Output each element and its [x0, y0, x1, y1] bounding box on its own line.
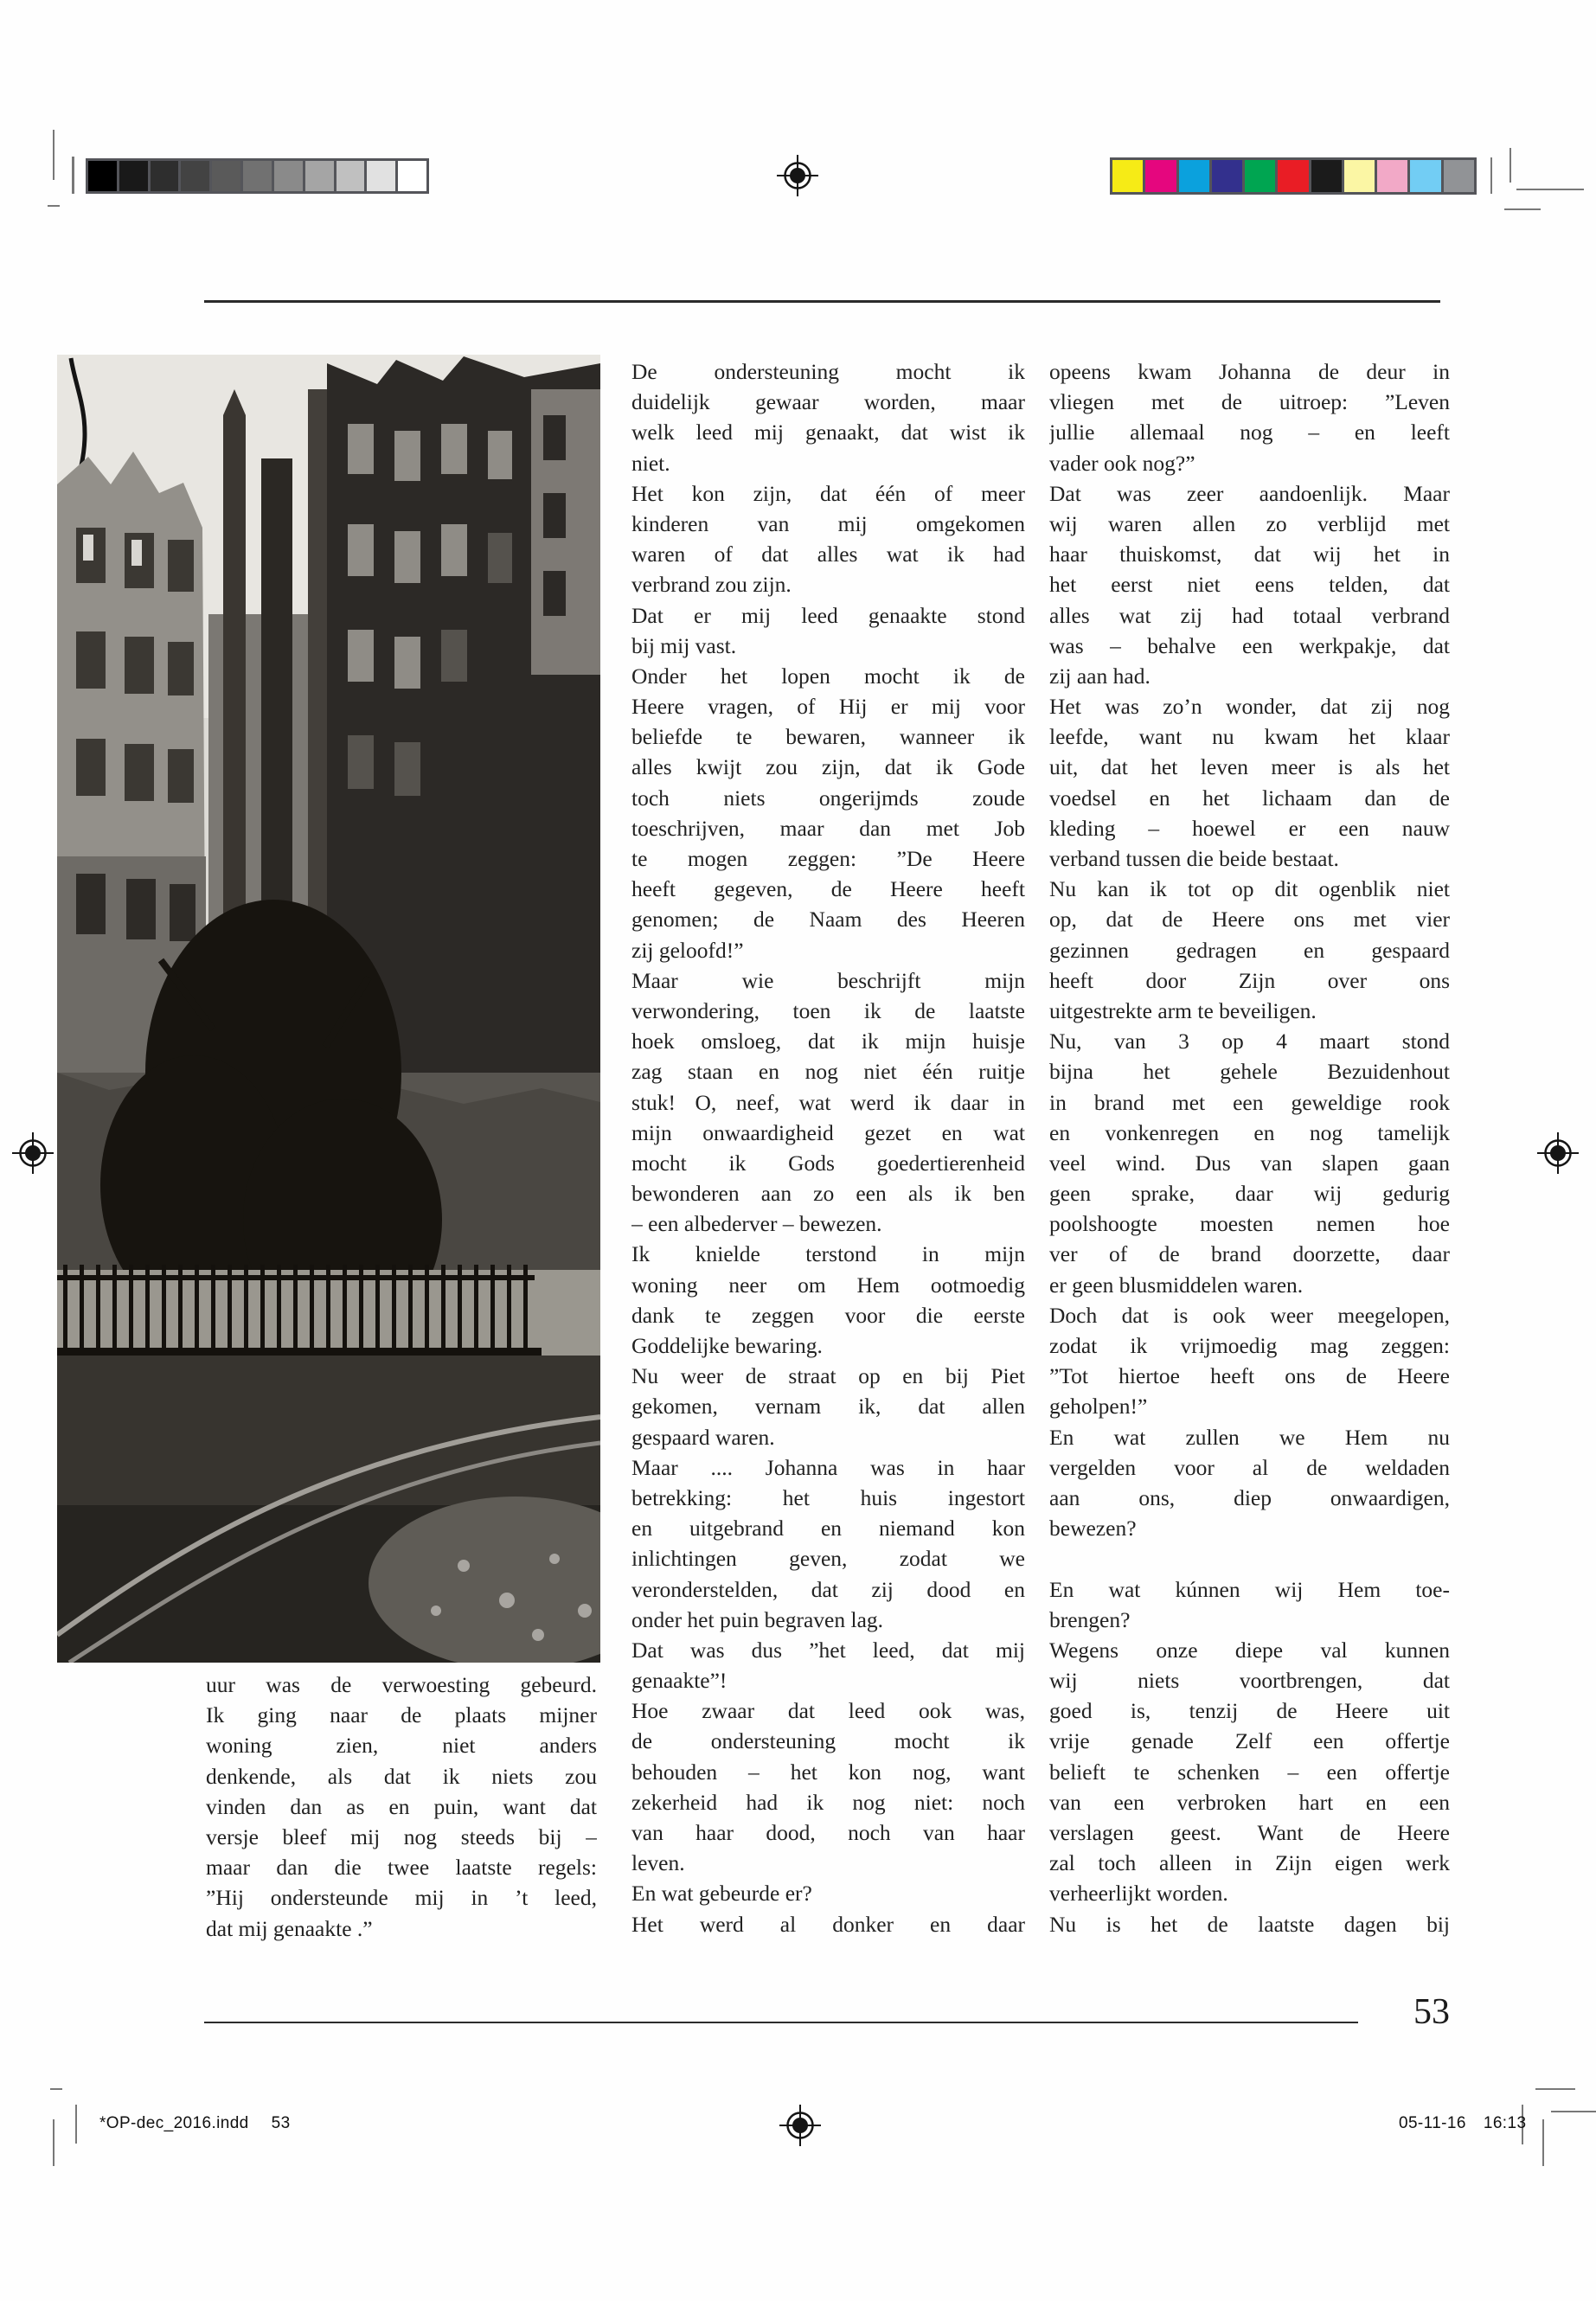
text-line: zekerheid had ik nog niet: noch: [631, 1789, 1025, 1815]
text-line: het eerst niet eens telden, dat: [1049, 572, 1450, 598]
text-line: en uitgebrand en niemand kon: [631, 1516, 1025, 1541]
crop-mark: [1535, 2088, 1575, 2090]
crop-mark: [1509, 148, 1511, 183]
grayscale-calibration-bar: [86, 158, 429, 194]
text-line: mocht ik Gods goedertierenheid: [631, 1150, 1025, 1176]
ruins-photo: [57, 355, 600, 1663]
text-line: hoek omsloeg, dat ik mijn huisje: [631, 1029, 1025, 1054]
text-line: maar dan die twee laatste regels:: [206, 1855, 597, 1881]
text-line: kleding – hoewel er een nauw: [1049, 815, 1450, 841]
text-line: zodat ik vrijmoedig mag zeggen:: [1049, 1333, 1450, 1358]
text-line: leefde, want nu kwam het klaar: [1049, 724, 1450, 750]
text-line: uur was de verwoesting gebeurd.: [206, 1672, 597, 1697]
header-rule: [204, 300, 1440, 303]
text-line: wij waren allen zo verblijd met: [1049, 510, 1450, 536]
text-line: brengen?: [1049, 1606, 1131, 1632]
text-line: voedsel en het lichaam dan de: [1049, 785, 1450, 811]
text-line: ”Tot hiertoe heeft ons de Heere: [1049, 1363, 1450, 1389]
calibration-swatch: [337, 161, 365, 191]
text-line: ”Hij ondersteunde mij in ’t leed,: [206, 1885, 597, 1911]
text-line: goed is, tenzij de Heere uit: [1049, 1698, 1450, 1724]
text-line: versje bleef mij nog steeds bij –: [206, 1823, 597, 1849]
text-line: verband tussen die beide bestaat.: [1049, 846, 1339, 871]
text-line: betrekking: het huis ingestort: [631, 1484, 1025, 1510]
text-line: bijna het gehele Bezuidenhout: [1049, 1059, 1450, 1085]
calibration-swatch: [151, 161, 179, 191]
crop-mark: [75, 2105, 77, 2144]
footer-time: 16:13: [1483, 2114, 1527, 2132]
text-line: alles kwijt zou zijn, dat ik Gode: [631, 754, 1025, 780]
calibration-swatch: [1278, 160, 1308, 192]
text-line: welk leed mij genaakt, dat wist ik: [631, 420, 1025, 445]
text-line: De ondersteuning mocht ik: [631, 359, 1025, 384]
text-line: toeschrijven, maar dan met Job: [631, 815, 1025, 841]
text-line: dat mij genaakte .”: [206, 1915, 373, 1941]
text-line: Goddelijke bewaring.: [631, 1333, 823, 1358]
text-line: vrije genade Zelf een offertje: [1049, 1728, 1450, 1754]
text-line: Hoe zwaar dat leed ook was,: [631, 1698, 1025, 1724]
text-line: opeens kwam Johanna de deur in: [1049, 359, 1450, 384]
calibration-swatch: [1212, 160, 1242, 192]
calibration-swatch: [119, 161, 148, 191]
calibration-swatch: [1112, 160, 1143, 192]
text-line: haar thuiskomst, dat wij het in: [1049, 542, 1450, 567]
text-line: uitgestrekte arm te beveiligen.: [1049, 997, 1317, 1023]
text-line: verwondering, toen ik de laatste: [631, 997, 1025, 1023]
text-line: leven.: [631, 1850, 685, 1876]
text-line: Wegens onze diepe val kunnen: [1049, 1637, 1450, 1663]
text-line: ver of de brand doorzette, daar: [1049, 1241, 1450, 1267]
calibration-swatch: [398, 161, 426, 191]
text-line: Heere vragen, of Hij er mij voor: [631, 694, 1025, 720]
calibration-swatch: [367, 161, 395, 191]
crop-mark: [1551, 2111, 1596, 2112]
text-line: Dat was zeer aandoenlijk. Maar: [1049, 480, 1450, 506]
text-line: waren of dat alles wat ik had: [631, 542, 1025, 567]
text-line: woning neer om Hem ootmoedig: [631, 1272, 1025, 1298]
text-line: geen sprake, daar wij gedurig: [1049, 1181, 1450, 1207]
iron-fence: [57, 1265, 542, 1358]
text-line: kinderen van mij omgekomen: [631, 510, 1025, 536]
crop-mark: [50, 2088, 62, 2090]
text-line: En wat zullen we Hem nu: [1049, 1424, 1450, 1450]
text-line: van haar dood, noch van haar: [631, 1820, 1025, 1845]
text-line: Maar wie beschrijft mijn: [631, 967, 1025, 993]
calibration-swatch: [1179, 160, 1209, 192]
text-line: de ondersteuning mocht ik: [631, 1728, 1025, 1754]
crop-mark: [53, 130, 54, 180]
registration-mark-left: [11, 1131, 54, 1175]
text-line: jullie allemaal nog – en leeft: [1049, 420, 1450, 445]
text-line: verheerlijkt worden.: [1049, 1881, 1228, 1907]
text-line: Nu kan ik tot op dit ogenblik niet: [1049, 876, 1450, 902]
text-line: Dat was dus ”het leed, dat mij: [631, 1637, 1025, 1663]
footer-rule: [204, 2022, 1358, 2023]
calibration-swatch: [88, 161, 117, 191]
text-line: behouden – het kon nog, want: [631, 1759, 1025, 1785]
text-line: heeft gegeven, de Heere heeft: [631, 876, 1025, 902]
text-line: bewonderen aan zo een als ik ben: [631, 1181, 1025, 1207]
text-line: veronderstelden, dat zij dood en: [631, 1576, 1025, 1602]
registration-mark-right: [1536, 1131, 1580, 1175]
text-line: Nu, van 3 op 4 maart stond: [1049, 1029, 1450, 1054]
crop-mark: [1542, 2119, 1544, 2166]
text-line: denkende, als dat ik niets zou: [206, 1763, 597, 1789]
text-line: woning zien, niet anders: [206, 1733, 597, 1759]
text-line: was – behalve een werkpakje, dat: [1049, 632, 1450, 658]
footer-file-info: [99, 2114, 291, 2133]
text-line: vader ook nog?”: [1049, 450, 1195, 476]
calibration-swatch: [212, 161, 240, 191]
text-line: gespaard waren.: [631, 1424, 775, 1450]
calibration-swatch: [305, 161, 334, 191]
text-line: vinden dan as en puin, want dat: [206, 1793, 597, 1819]
text-line: genomen; de Naam des Heeren: [631, 907, 1025, 933]
crop-mark: [53, 2119, 54, 2166]
text-column-middle: [631, 356, 1025, 1939]
text-line: vliegen met de uitroep: ”Leven: [1049, 389, 1450, 415]
text-line: heeft door Zijn over ons: [1049, 967, 1450, 993]
text-column-right: [1049, 356, 1450, 1939]
crop-mark: [1504, 208, 1541, 210]
text-line: aan ons, diep onwaardigen,: [1049, 1484, 1450, 1510]
text-line: zij geloofd!”: [631, 937, 744, 963]
crop-mark: [72, 157, 74, 194]
text-line: Onder het lopen mocht ik de: [631, 663, 1025, 689]
registration-mark-top: [776, 154, 819, 197]
text-line: en vonkenregen en nog tamelijk: [1049, 1119, 1450, 1145]
text-line: Het werd al donker en daar: [631, 1911, 1025, 1937]
text-line: Nu weer de straat op en bij Piet: [631, 1363, 1025, 1389]
calibration-swatch: [1410, 160, 1440, 192]
text-line: op, dat de Heere ons met vier: [1049, 907, 1450, 933]
calibration-swatch: [181, 161, 209, 191]
text-line: te mogen zeggen: ”De Heere: [631, 846, 1025, 871]
text-line: poolshoogte moesten nemen hoe: [1049, 1211, 1450, 1237]
text-line: duidelijk gewaar worden, maar: [631, 389, 1025, 415]
text-line: En wat gebeurde er?: [631, 1881, 812, 1907]
text-line: vergelden voor al de weldaden: [1049, 1454, 1450, 1480]
calibration-swatch: [1377, 160, 1407, 192]
text-line: – een albederver – bewezen.: [631, 1211, 882, 1237]
text-column-left: [206, 1670, 597, 1944]
text-line: verslagen geest. Want de Heere: [1049, 1820, 1450, 1845]
calibration-swatch: [1145, 160, 1176, 192]
text-line: belieft te schenken – een offertje: [1049, 1759, 1450, 1785]
text-line: bij mij vast.: [631, 632, 737, 658]
text-line: alles wat zij had totaal verbrand: [1049, 602, 1450, 628]
text-line: Doch dat is ook weer meegelopen,: [1049, 1302, 1450, 1328]
text-line: niet.: [631, 450, 670, 476]
calibration-swatch: [1311, 160, 1342, 192]
color-calibration-bar: [1110, 157, 1477, 195]
text-line: zal toch alleen in Zijn eigen werk: [1049, 1850, 1450, 1876]
page-number: 53: [1413, 1992, 1450, 2032]
footer-file-page: 53: [271, 2114, 291, 2132]
text-line: beliefde te bewaren, wanneer ik: [631, 724, 1025, 750]
calibration-swatch: [243, 161, 272, 191]
registration-mark-bottom: [779, 2104, 822, 2147]
text-line: stuk! O, neef, wat werd ik daar in: [631, 1089, 1025, 1115]
text-line: Ik ging naar de plaats mijner: [206, 1702, 597, 1728]
text-line: En wat kúnnen wij Hem toe-: [1049, 1576, 1450, 1602]
text-line: zij aan had.: [1049, 663, 1151, 689]
footer-file-name: *OP-dec_2016.indd: [99, 2114, 249, 2132]
crop-mark: [48, 205, 60, 207]
text-line: in brand met een geweldige rook: [1049, 1089, 1450, 1115]
text-line: mijn onwaardigheid gezet en wat: [631, 1119, 1025, 1145]
text-line: Ik knielde terstond in mijn: [631, 1241, 1025, 1267]
text-line: Het was zo’n wonder, dat zij nog: [1049, 694, 1450, 720]
text-line: inlichtingen geven, zodat we: [631, 1546, 1025, 1572]
text-line: geholpen!”: [1049, 1394, 1148, 1420]
text-line: toch niets ongerijmds zoude: [631, 785, 1025, 811]
text-line: onder het puin begraven lag.: [631, 1606, 884, 1632]
calibration-swatch: [1344, 160, 1375, 192]
text-line: wij niets voortbrengen, dat: [1049, 1668, 1450, 1694]
text-line: [1049, 1543, 1450, 1574]
text-line: Dat er mij leed genaakte stond: [631, 602, 1025, 628]
text-line: Het kon zijn, dat één of meer: [631, 480, 1025, 506]
crop-mark: [1490, 157, 1492, 194]
text-line: zag staan en nog niet één ruitje: [631, 1059, 1025, 1085]
calibration-swatch: [274, 161, 303, 191]
text-line: gezinnen gedragen en gespaard: [1049, 937, 1450, 963]
text-line: gekomen, vernam ik, dat allen: [631, 1394, 1025, 1420]
text-line: van een verbroken hart en een: [1049, 1789, 1450, 1815]
calibration-swatch: [1444, 160, 1474, 192]
calibration-swatch: [1245, 160, 1275, 192]
text-line: veel wind. Dus van slapen gaan: [1049, 1150, 1450, 1176]
text-line: dank te zeggen voor die eerste: [631, 1302, 1025, 1328]
footer-timestamp: [1399, 2114, 1526, 2133]
text-line: bewezen?: [1049, 1516, 1137, 1541]
text-line: Nu is het de laatste dagen bij: [1049, 1911, 1450, 1937]
text-line: verbrand zou zijn.: [631, 572, 792, 598]
text-line: genaakte”!: [631, 1668, 727, 1694]
text-line: Maar .... Johanna was in haar: [631, 1454, 1025, 1480]
text-line: uit, dat het leven meer is als het: [1049, 754, 1450, 780]
crop-mark: [1516, 189, 1584, 190]
text-line: er geen blusmiddelen waren.: [1049, 1272, 1304, 1298]
footer-date: 05-11-16: [1399, 2114, 1466, 2132]
